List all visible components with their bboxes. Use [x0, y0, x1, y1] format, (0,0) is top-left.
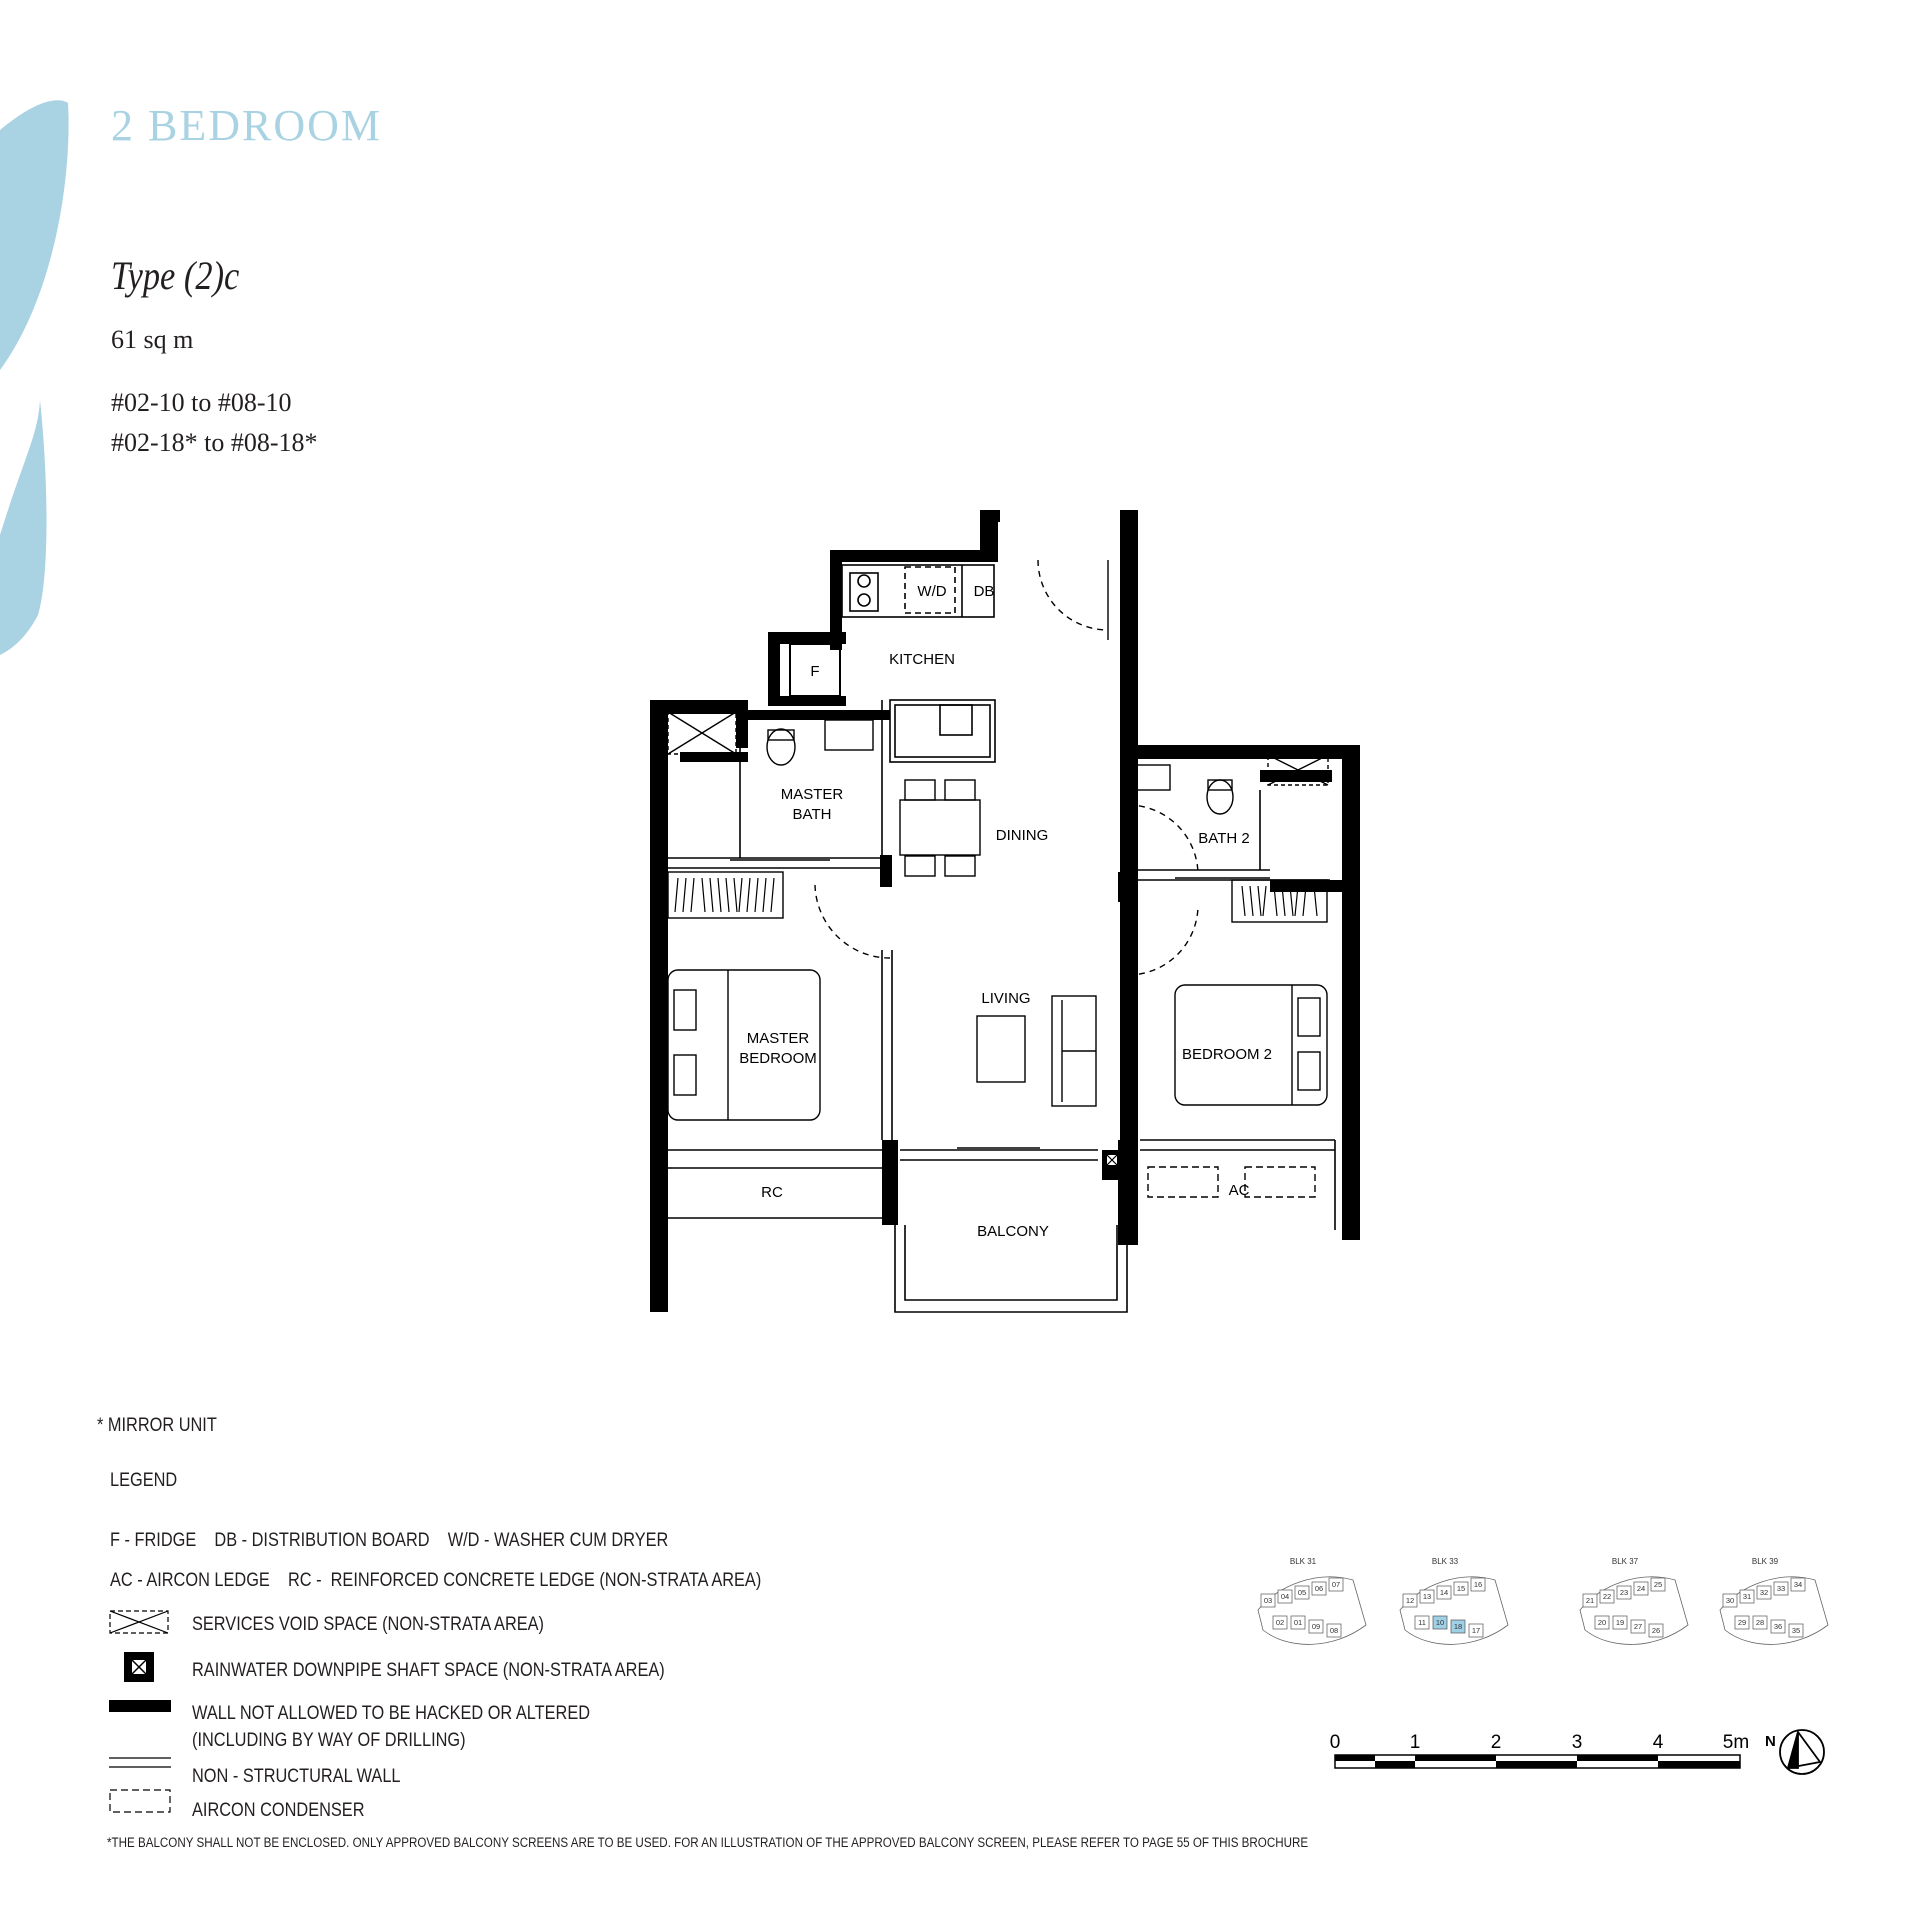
legend-item-non-structural-wall: NON - STRUCTURAL WALL	[192, 1766, 401, 1787]
key-plan-unit-label: 16	[1473, 1580, 1483, 1589]
key-plan-unit-label: 30	[1725, 1596, 1735, 1605]
label-kitchen: KITCHEN	[889, 651, 955, 668]
scale-label-5: 5m	[1722, 1732, 1750, 1753]
label-washer-dryer: W/D	[917, 583, 947, 600]
key-plan-unit-label: 09	[1311, 1622, 1321, 1631]
scale-label-4: 4	[1652, 1732, 1664, 1753]
key-plan-block-name: BLK 39	[1751, 1557, 1779, 1566]
aircon-condenser-1	[1148, 1167, 1218, 1197]
aircon-condenser-2	[1245, 1167, 1315, 1197]
key-plan-unit-label: 15	[1456, 1584, 1466, 1593]
north-arrow	[1780, 1730, 1824, 1774]
key-plan-unit-label: 04	[1280, 1592, 1290, 1601]
key-plan-unit-label: 05	[1297, 1588, 1307, 1597]
legend-item-structural-wall: WALL NOT ALLOWED TO BE HACKED OR ALTERED	[192, 1703, 591, 1724]
key-plan-unit-label: 01	[1293, 1618, 1303, 1627]
master-bath-toilet	[767, 729, 795, 765]
dining-table	[900, 800, 980, 855]
key-plan-unit-label: 20	[1597, 1618, 1607, 1627]
key-plan-unit-label: 14	[1439, 1588, 1449, 1597]
non-structural-wall-symbol	[109, 1758, 171, 1767]
rainwater-shaft-symbol	[124, 1652, 154, 1682]
key-plan-block-name: BLK 37	[1611, 1557, 1639, 1566]
master-bath-vanity	[825, 720, 873, 750]
coffee-table	[977, 1016, 1025, 1082]
structural-wall-symbol	[109, 1700, 171, 1712]
label-ac: AC	[1228, 1182, 1250, 1199]
bedroom2-bed	[1175, 985, 1327, 1105]
room-labels	[739, 583, 1272, 1240]
key-plan-block-name: BLK 31	[1289, 1557, 1317, 1566]
scale-label-1: 1	[1409, 1732, 1421, 1753]
label-dining: DINING	[995, 827, 1049, 844]
door-swings	[815, 560, 1198, 975]
key-plan-unit-label: 08	[1329, 1626, 1339, 1635]
unit-range-1: #02-10 to #08-10	[111, 388, 292, 417]
key-plan-unit-label: 22	[1602, 1592, 1612, 1601]
wardrobe-hatching	[675, 878, 1317, 916]
north-label: N	[1765, 1733, 1776, 1750]
scale-label-0: 0	[1329, 1732, 1341, 1753]
key-plan-unit-label: 13	[1422, 1592, 1432, 1601]
label-master-bath-1: MASTER	[780, 786, 844, 803]
label-distribution-board: DB	[973, 583, 995, 600]
key-plan-unit-label: 23	[1619, 1588, 1629, 1597]
key-plan-unit-label: 17	[1471, 1626, 1481, 1635]
label-bedroom2: BEDROOM 2	[1181, 1046, 1273, 1063]
key-plan-block-4	[1720, 1557, 1828, 1644]
key-plan-unit-label: 31	[1742, 1592, 1752, 1601]
key-plan-unit-label: 11	[1418, 1618, 1426, 1627]
key-plan-unit-label: 21	[1585, 1596, 1595, 1605]
label-fridge: F	[810, 663, 820, 680]
key-plan-unit-label: 12	[1405, 1596, 1415, 1605]
structural-walls	[650, 510, 1360, 1312]
label-balcony: BALCONY	[977, 1223, 1049, 1240]
label-bath2: BATH 2	[1198, 830, 1250, 847]
key-plan-block-1	[1258, 1557, 1366, 1644]
key-plan-unit-label: 07	[1331, 1580, 1341, 1589]
legend-title: LEGEND	[110, 1470, 178, 1491]
legend-symbols	[105, 1605, 175, 1845]
legend-item-rainwater-shaft: RAINWATER DOWNPIPE SHAFT SPACE (NON-STRATA AREA)	[192, 1660, 665, 1681]
fixtures	[668, 644, 1328, 1197]
label-master-bedroom-2: BEDROOM	[739, 1050, 817, 1067]
legend-item-structural-wall-2: (INCLUDING BY WAY OF DRILLING)	[192, 1730, 466, 1751]
aircon-condenser-symbol	[110, 1790, 170, 1812]
scale-label-2: 2	[1490, 1732, 1502, 1753]
key-plan-unit-label: 36	[1773, 1622, 1783, 1631]
key-plan-unit-label: 33	[1776, 1584, 1786, 1593]
label-living: LIVING	[981, 990, 1031, 1007]
mirror-unit-note: * MIRROR UNIT	[97, 1415, 217, 1436]
key-plan-block-name: BLK 33	[1431, 1557, 1459, 1566]
label-rc: RC	[761, 1184, 783, 1201]
key-plan-unit-label: 29	[1737, 1618, 1747, 1627]
balcony-footnote: *THE BALCONY SHALL NOT BE ENCLOSED. ONLY APPROVED BALCONY SCREENS ARE TO BE USED. FOR AN ILLUSTRATION OF THE APPROVED BALCONY SCREEN, PLEASE REFER TO PAGE 55 OF THIS BROCHURE	[107, 1835, 1309, 1850]
key-plan-unit-label: 25	[1653, 1580, 1663, 1589]
label-master-bedroom-1: MASTER	[746, 1030, 810, 1047]
scale-label-3: 3	[1571, 1732, 1583, 1753]
rainwater-downpipe-plan	[1104, 1152, 1120, 1168]
key-plan-unit-label: 26	[1651, 1626, 1661, 1635]
unit-area: 61 sq m	[111, 325, 194, 354]
key-plan-block-2	[1400, 1557, 1508, 1644]
key-plan-unit-label: 27	[1633, 1622, 1643, 1631]
key-plan-unit-label: 19	[1615, 1618, 1625, 1627]
legend-item-services-void: SERVICES VOID SPACE (NON-STRATA AREA)	[192, 1614, 544, 1635]
bath2-toilet	[1207, 780, 1233, 814]
scale-bar	[1320, 1715, 1840, 1785]
key-plan-unit-label: 10	[1435, 1618, 1445, 1627]
legend-line-2: AC - AIRCON LEDGE RC - REINFORCED CONCRETE LEDGE (NON-STRATA AREA)	[110, 1570, 762, 1591]
unit-range-2: #02-18* to #08-18*	[111, 428, 318, 457]
unit-type: Type (2)c	[111, 253, 240, 298]
page-title: 2 BEDROOM	[111, 101, 383, 150]
key-plan-unit-label: 28	[1755, 1618, 1765, 1627]
legend-item-aircon-condenser: AIRCON CONDENSER	[192, 1800, 365, 1821]
key-plan-unit-label: 34	[1793, 1580, 1803, 1589]
key-plan-unit-label: 35	[1791, 1626, 1801, 1635]
legend-line-1: F - FRIDGE DB - DISTRIBUTION BOARD W/D - WASHER CUM DRYER	[110, 1530, 669, 1551]
key-plan-unit-label: 03	[1263, 1596, 1273, 1605]
key-plan-unit-label: 18	[1453, 1622, 1463, 1631]
key-plan	[1250, 1555, 1850, 1675]
key-plan-block-3	[1580, 1557, 1688, 1644]
key-plan-unit-label: 24	[1636, 1584, 1646, 1593]
services-void-symbol	[110, 1611, 168, 1633]
key-plan-unit-label: 32	[1759, 1588, 1769, 1597]
label-master-bath-2: BATH	[792, 806, 832, 823]
key-plan-unit-label: 02	[1275, 1618, 1285, 1627]
key-plan-unit-label: 06	[1314, 1584, 1324, 1593]
